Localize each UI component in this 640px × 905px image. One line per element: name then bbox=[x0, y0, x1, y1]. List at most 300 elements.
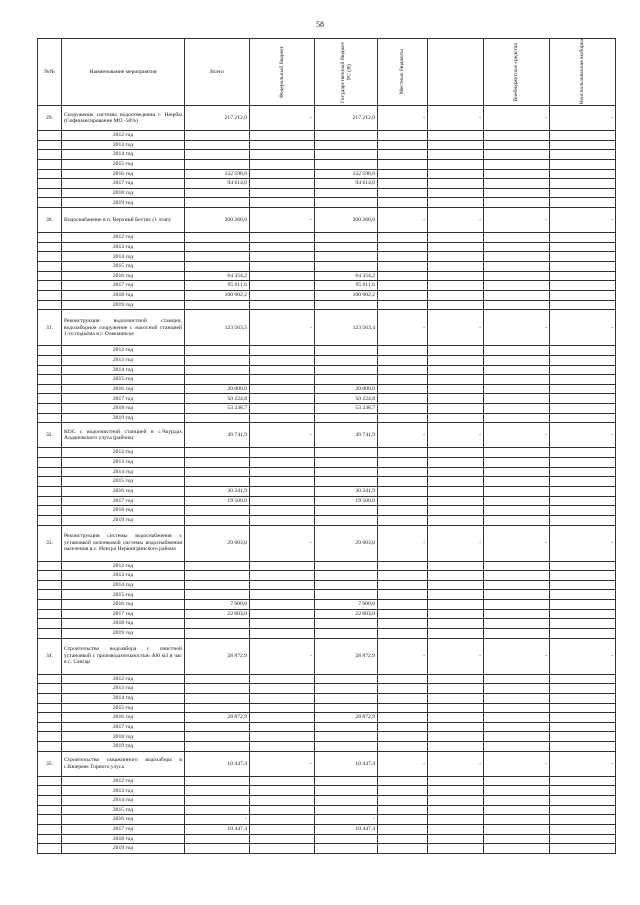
year-total bbox=[185, 703, 250, 713]
year-row bbox=[38, 131, 616, 141]
project-state: 217 212,0 bbox=[315, 106, 378, 131]
year-extra bbox=[428, 776, 484, 786]
year-label: 2015 год bbox=[62, 590, 185, 600]
year-row bbox=[38, 242, 616, 252]
year-state bbox=[315, 448, 378, 458]
project-federal: - bbox=[250, 423, 315, 448]
year-unused bbox=[550, 824, 616, 834]
year-federal bbox=[250, 732, 315, 742]
year-extra bbox=[428, 732, 484, 742]
year-unused bbox=[550, 786, 616, 796]
year-row bbox=[38, 713, 616, 723]
year-label: 2017 год bbox=[62, 179, 185, 189]
year-local bbox=[378, 198, 428, 208]
year-label: 2014 год bbox=[62, 365, 185, 375]
year-unused bbox=[550, 796, 616, 806]
year-label: 2019 год bbox=[62, 628, 185, 638]
project-name: Строительство водозабора с очистной установкой с производительностью 400 м3 в час в с. Сангар bbox=[62, 638, 185, 674]
year-local bbox=[378, 131, 428, 141]
project-state: 28 872,9 bbox=[315, 638, 378, 674]
project-unused: - bbox=[550, 423, 616, 448]
program-table bbox=[37, 38, 616, 854]
year-row bbox=[38, 561, 616, 571]
year-total bbox=[185, 684, 250, 694]
year-total bbox=[185, 467, 250, 477]
project-num: 35. bbox=[38, 751, 62, 776]
year-extra bbox=[428, 179, 484, 189]
year-label: 2015 год bbox=[62, 703, 185, 713]
year-label: 2017 год bbox=[62, 394, 185, 404]
year-num-empty bbox=[38, 571, 62, 581]
project-total: 28 872,9 bbox=[185, 638, 250, 674]
year-total bbox=[185, 674, 250, 684]
project-total: 49 741,9 bbox=[185, 423, 250, 448]
year-label: 2015 год bbox=[62, 477, 185, 487]
project-unused: - bbox=[550, 208, 616, 233]
year-local bbox=[378, 722, 428, 732]
year-num-empty bbox=[38, 262, 62, 272]
year-row bbox=[38, 619, 616, 629]
year-local bbox=[378, 271, 428, 281]
project-unused: - bbox=[550, 638, 616, 674]
year-state bbox=[315, 571, 378, 581]
year-federal bbox=[250, 384, 315, 394]
year-total: 94 614,0 bbox=[185, 179, 250, 189]
year-extra bbox=[428, 290, 484, 300]
year-row bbox=[38, 150, 616, 160]
year-total bbox=[185, 355, 250, 365]
year-extra bbox=[428, 188, 484, 198]
year-num-empty bbox=[38, 580, 62, 590]
year-extra bbox=[428, 159, 484, 169]
year-unused bbox=[550, 290, 616, 300]
year-row bbox=[38, 140, 616, 150]
year-unused bbox=[550, 506, 616, 516]
year-label: 2016 год bbox=[62, 815, 185, 825]
year-col7 bbox=[484, 732, 550, 742]
year-col7 bbox=[484, 590, 550, 600]
project-row bbox=[38, 751, 616, 776]
year-col7 bbox=[484, 693, 550, 703]
year-state: 50 224,8 bbox=[315, 394, 378, 404]
year-label: 2018 год bbox=[62, 834, 185, 844]
year-col7 bbox=[484, 713, 550, 723]
table-body bbox=[38, 106, 616, 854]
project-local: - bbox=[378, 423, 428, 448]
year-total bbox=[185, 242, 250, 252]
year-row bbox=[38, 590, 616, 600]
year-row bbox=[38, 571, 616, 581]
year-unused bbox=[550, 262, 616, 272]
year-federal bbox=[250, 233, 315, 243]
year-label: 2018 год bbox=[62, 619, 185, 629]
year-total bbox=[185, 262, 250, 272]
year-unused bbox=[550, 467, 616, 477]
year-col7 bbox=[484, 477, 550, 487]
year-state bbox=[315, 140, 378, 150]
year-row bbox=[38, 394, 616, 404]
year-local bbox=[378, 628, 428, 638]
project-extra: - bbox=[428, 310, 484, 346]
year-total bbox=[185, 140, 250, 150]
year-unused bbox=[550, 571, 616, 581]
year-col7 bbox=[484, 413, 550, 423]
year-unused bbox=[550, 458, 616, 468]
year-col7 bbox=[484, 580, 550, 590]
year-federal bbox=[250, 458, 315, 468]
year-unused bbox=[550, 365, 616, 375]
year-row bbox=[38, 179, 616, 189]
year-federal bbox=[250, 834, 315, 844]
year-state bbox=[315, 834, 378, 844]
year-federal bbox=[250, 252, 315, 262]
year-row bbox=[38, 384, 616, 394]
year-extra bbox=[428, 590, 484, 600]
year-federal bbox=[250, 674, 315, 684]
year-state bbox=[315, 619, 378, 629]
year-col7 bbox=[484, 169, 550, 179]
year-state bbox=[315, 703, 378, 713]
project-total: 260 268,0 bbox=[185, 208, 250, 233]
year-local bbox=[378, 571, 428, 581]
year-state bbox=[315, 477, 378, 487]
header-federal-label: Федеральный бюджет bbox=[278, 45, 285, 99]
year-federal bbox=[250, 722, 315, 732]
year-local bbox=[378, 590, 428, 600]
project-total: 29 003,0 bbox=[185, 525, 250, 561]
year-federal bbox=[250, 281, 315, 291]
year-num-empty bbox=[38, 609, 62, 619]
year-state bbox=[315, 776, 378, 786]
project-col7: - bbox=[484, 208, 550, 233]
year-local bbox=[378, 375, 428, 385]
year-unused bbox=[550, 413, 616, 423]
year-total bbox=[185, 159, 250, 169]
year-label: 2017 год bbox=[62, 722, 185, 732]
year-extra bbox=[428, 375, 484, 385]
year-label: 2012 год bbox=[62, 561, 185, 571]
year-col7 bbox=[484, 458, 550, 468]
year-label: 2012 год bbox=[62, 776, 185, 786]
year-label: 2019 год bbox=[62, 742, 185, 752]
year-federal bbox=[250, 786, 315, 796]
project-name: Строительство скважинного водозабора в с.Кюереях Горного улуса bbox=[62, 751, 185, 776]
project-unused: - bbox=[550, 525, 616, 561]
year-extra bbox=[428, 131, 484, 141]
year-unused bbox=[550, 198, 616, 208]
year-unused bbox=[550, 188, 616, 198]
page-number: 58 bbox=[316, 20, 324, 29]
year-col7 bbox=[484, 375, 550, 385]
project-col7: - bbox=[484, 310, 550, 346]
year-col7 bbox=[484, 262, 550, 272]
year-num-empty bbox=[38, 742, 62, 752]
year-state bbox=[315, 693, 378, 703]
year-row bbox=[38, 742, 616, 752]
project-col7: - bbox=[484, 423, 550, 448]
year-local bbox=[378, 262, 428, 272]
year-total bbox=[185, 150, 250, 160]
year-state bbox=[315, 198, 378, 208]
year-row bbox=[38, 375, 616, 385]
project-extra: - bbox=[428, 525, 484, 561]
year-local bbox=[378, 496, 428, 506]
year-total: 122 598,0 bbox=[185, 169, 250, 179]
project-federal: - bbox=[250, 208, 315, 233]
year-num-empty bbox=[38, 281, 62, 291]
project-federal: - bbox=[250, 310, 315, 346]
year-local bbox=[378, 467, 428, 477]
year-row bbox=[38, 467, 616, 477]
year-num-empty bbox=[38, 703, 62, 713]
year-row bbox=[38, 805, 616, 815]
year-state bbox=[315, 262, 378, 272]
year-col7 bbox=[484, 290, 550, 300]
project-state: 29 003,0 bbox=[315, 525, 378, 561]
year-extra bbox=[428, 674, 484, 684]
year-total bbox=[185, 776, 250, 786]
header-total: Всего bbox=[185, 39, 250, 106]
year-federal bbox=[250, 776, 315, 786]
year-unused bbox=[550, 722, 616, 732]
year-total: 53 338,7 bbox=[185, 404, 250, 414]
year-total: 19 500,0 bbox=[185, 496, 250, 506]
project-name: КОС с водоочистной станцией в с.Чкурдах Алдановского улуса (района) bbox=[62, 423, 185, 448]
year-row bbox=[38, 496, 616, 506]
year-total bbox=[185, 198, 250, 208]
year-num-empty bbox=[38, 477, 62, 487]
year-num-empty bbox=[38, 496, 62, 506]
year-state bbox=[315, 188, 378, 198]
year-row bbox=[38, 169, 616, 179]
header-state bbox=[315, 39, 378, 106]
year-total: 7 000,0 bbox=[185, 600, 250, 610]
project-federal: - bbox=[250, 751, 315, 776]
year-col7 bbox=[484, 179, 550, 189]
year-row bbox=[38, 796, 616, 806]
year-num-empty bbox=[38, 805, 62, 815]
year-unused bbox=[550, 281, 616, 291]
year-federal bbox=[250, 346, 315, 356]
year-federal bbox=[250, 467, 315, 477]
year-label: 2012 год bbox=[62, 448, 185, 458]
year-unused bbox=[550, 448, 616, 458]
year-extra bbox=[428, 467, 484, 477]
year-unused bbox=[550, 375, 616, 385]
year-total bbox=[185, 252, 250, 262]
year-row bbox=[38, 252, 616, 262]
year-row bbox=[38, 515, 616, 525]
year-col7 bbox=[484, 486, 550, 496]
year-extra bbox=[428, 684, 484, 694]
year-extra bbox=[428, 506, 484, 516]
year-total bbox=[185, 346, 250, 356]
year-col7 bbox=[484, 561, 550, 571]
year-federal bbox=[250, 815, 315, 825]
year-unused bbox=[550, 131, 616, 141]
year-col7 bbox=[484, 365, 550, 375]
year-total bbox=[185, 300, 250, 310]
year-num-empty bbox=[38, 693, 62, 703]
year-state bbox=[315, 561, 378, 571]
year-extra bbox=[428, 796, 484, 806]
year-extra bbox=[428, 198, 484, 208]
project-name: Реконструкция водоочистной станции, водозаборное сооружение с насосной станцией 1-го подъёма в г. Олекминске bbox=[62, 310, 185, 346]
year-federal bbox=[250, 742, 315, 752]
year-state: 122 598,0 bbox=[315, 169, 378, 179]
year-col7 bbox=[484, 786, 550, 796]
year-label: 2016 год bbox=[62, 600, 185, 610]
year-num-empty bbox=[38, 674, 62, 684]
year-label: 2019 год bbox=[62, 300, 185, 310]
year-num-empty bbox=[38, 467, 62, 477]
year-local bbox=[378, 684, 428, 694]
year-total: 28 872,9 bbox=[185, 713, 250, 723]
year-col7 bbox=[484, 300, 550, 310]
project-num: 29. bbox=[38, 106, 62, 131]
year-total bbox=[185, 693, 250, 703]
year-num-empty bbox=[38, 346, 62, 356]
year-row bbox=[38, 198, 616, 208]
header-local-label: Местные бюджеты bbox=[399, 49, 406, 95]
year-col7 bbox=[484, 628, 550, 638]
project-federal: - bbox=[250, 525, 315, 561]
year-num-empty bbox=[38, 722, 62, 732]
year-num-empty bbox=[38, 271, 62, 281]
year-num-empty bbox=[38, 590, 62, 600]
year-num-empty bbox=[38, 365, 62, 375]
year-state bbox=[315, 580, 378, 590]
year-row bbox=[38, 486, 616, 496]
year-num-empty bbox=[38, 242, 62, 252]
year-state bbox=[315, 722, 378, 732]
year-label: 2015 год bbox=[62, 375, 185, 385]
year-local bbox=[378, 233, 428, 243]
year-col7 bbox=[484, 834, 550, 844]
year-state bbox=[315, 742, 378, 752]
year-row bbox=[38, 815, 616, 825]
year-col7 bbox=[484, 252, 550, 262]
year-label: 2013 год bbox=[62, 355, 185, 365]
year-row bbox=[38, 628, 616, 638]
year-total bbox=[185, 619, 250, 629]
project-col7: - bbox=[484, 638, 550, 674]
year-label: 2018 год bbox=[62, 188, 185, 198]
year-col7 bbox=[484, 824, 550, 834]
year-federal bbox=[250, 179, 315, 189]
year-state bbox=[315, 159, 378, 169]
year-label: 2018 год bbox=[62, 506, 185, 516]
year-local bbox=[378, 515, 428, 525]
year-local bbox=[378, 404, 428, 414]
year-col7 bbox=[484, 188, 550, 198]
year-extra bbox=[428, 242, 484, 252]
year-label: 2016 год bbox=[62, 271, 185, 281]
year-num-empty bbox=[38, 515, 62, 525]
year-col7 bbox=[484, 600, 550, 610]
year-row bbox=[38, 300, 616, 310]
year-col7 bbox=[484, 404, 550, 414]
year-state: 20 000,0 bbox=[315, 384, 378, 394]
year-num-empty bbox=[38, 458, 62, 468]
year-state bbox=[315, 732, 378, 742]
year-federal bbox=[250, 159, 315, 169]
year-federal bbox=[250, 262, 315, 272]
project-local: - bbox=[378, 106, 428, 131]
year-extra bbox=[428, 140, 484, 150]
year-local bbox=[378, 448, 428, 458]
year-label: 2019 год bbox=[62, 413, 185, 423]
year-col7 bbox=[484, 233, 550, 243]
year-extra bbox=[428, 413, 484, 423]
year-col7 bbox=[484, 271, 550, 281]
year-state bbox=[315, 796, 378, 806]
header-state-label: Государственный бюджет РС (Я) bbox=[339, 41, 352, 103]
header-empty bbox=[428, 39, 484, 106]
year-num-empty bbox=[38, 188, 62, 198]
year-federal bbox=[250, 355, 315, 365]
year-extra bbox=[428, 477, 484, 487]
year-label: 2013 год bbox=[62, 242, 185, 252]
project-local: - bbox=[378, 638, 428, 674]
year-unused bbox=[550, 628, 616, 638]
project-unused: - bbox=[550, 106, 616, 131]
year-unused bbox=[550, 600, 616, 610]
year-state bbox=[315, 150, 378, 160]
year-state bbox=[315, 413, 378, 423]
year-unused bbox=[550, 271, 616, 281]
header-name: Наименование мероприятия bbox=[62, 39, 185, 106]
year-label: 2014 год bbox=[62, 693, 185, 703]
year-num-empty bbox=[38, 796, 62, 806]
header-federal bbox=[250, 39, 315, 106]
year-unused bbox=[550, 742, 616, 752]
year-total bbox=[185, 131, 250, 141]
year-unused bbox=[550, 834, 616, 844]
year-row bbox=[38, 290, 616, 300]
year-label: 2016 год bbox=[62, 486, 185, 496]
year-row bbox=[38, 580, 616, 590]
year-extra bbox=[428, 619, 484, 629]
year-extra bbox=[428, 365, 484, 375]
project-extra: - bbox=[428, 638, 484, 674]
year-unused bbox=[550, 140, 616, 150]
year-state bbox=[315, 355, 378, 365]
year-label: 2017 год bbox=[62, 496, 185, 506]
year-num-empty bbox=[38, 413, 62, 423]
year-total bbox=[185, 477, 250, 487]
year-state bbox=[315, 805, 378, 815]
year-label: 2018 год bbox=[62, 732, 185, 742]
year-federal bbox=[250, 242, 315, 252]
year-num-empty bbox=[38, 815, 62, 825]
year-total bbox=[185, 375, 250, 385]
year-local bbox=[378, 600, 428, 610]
year-total bbox=[185, 786, 250, 796]
year-local bbox=[378, 844, 428, 854]
year-label: 2012 год bbox=[62, 131, 185, 141]
year-federal bbox=[250, 404, 315, 414]
year-unused bbox=[550, 242, 616, 252]
year-total bbox=[185, 844, 250, 854]
project-num: 34. bbox=[38, 638, 62, 674]
year-local bbox=[378, 150, 428, 160]
year-label: 2013 год bbox=[62, 140, 185, 150]
year-extra bbox=[428, 394, 484, 404]
year-total: 30 241,9 bbox=[185, 486, 250, 496]
year-num-empty bbox=[38, 169, 62, 179]
year-federal bbox=[250, 824, 315, 834]
